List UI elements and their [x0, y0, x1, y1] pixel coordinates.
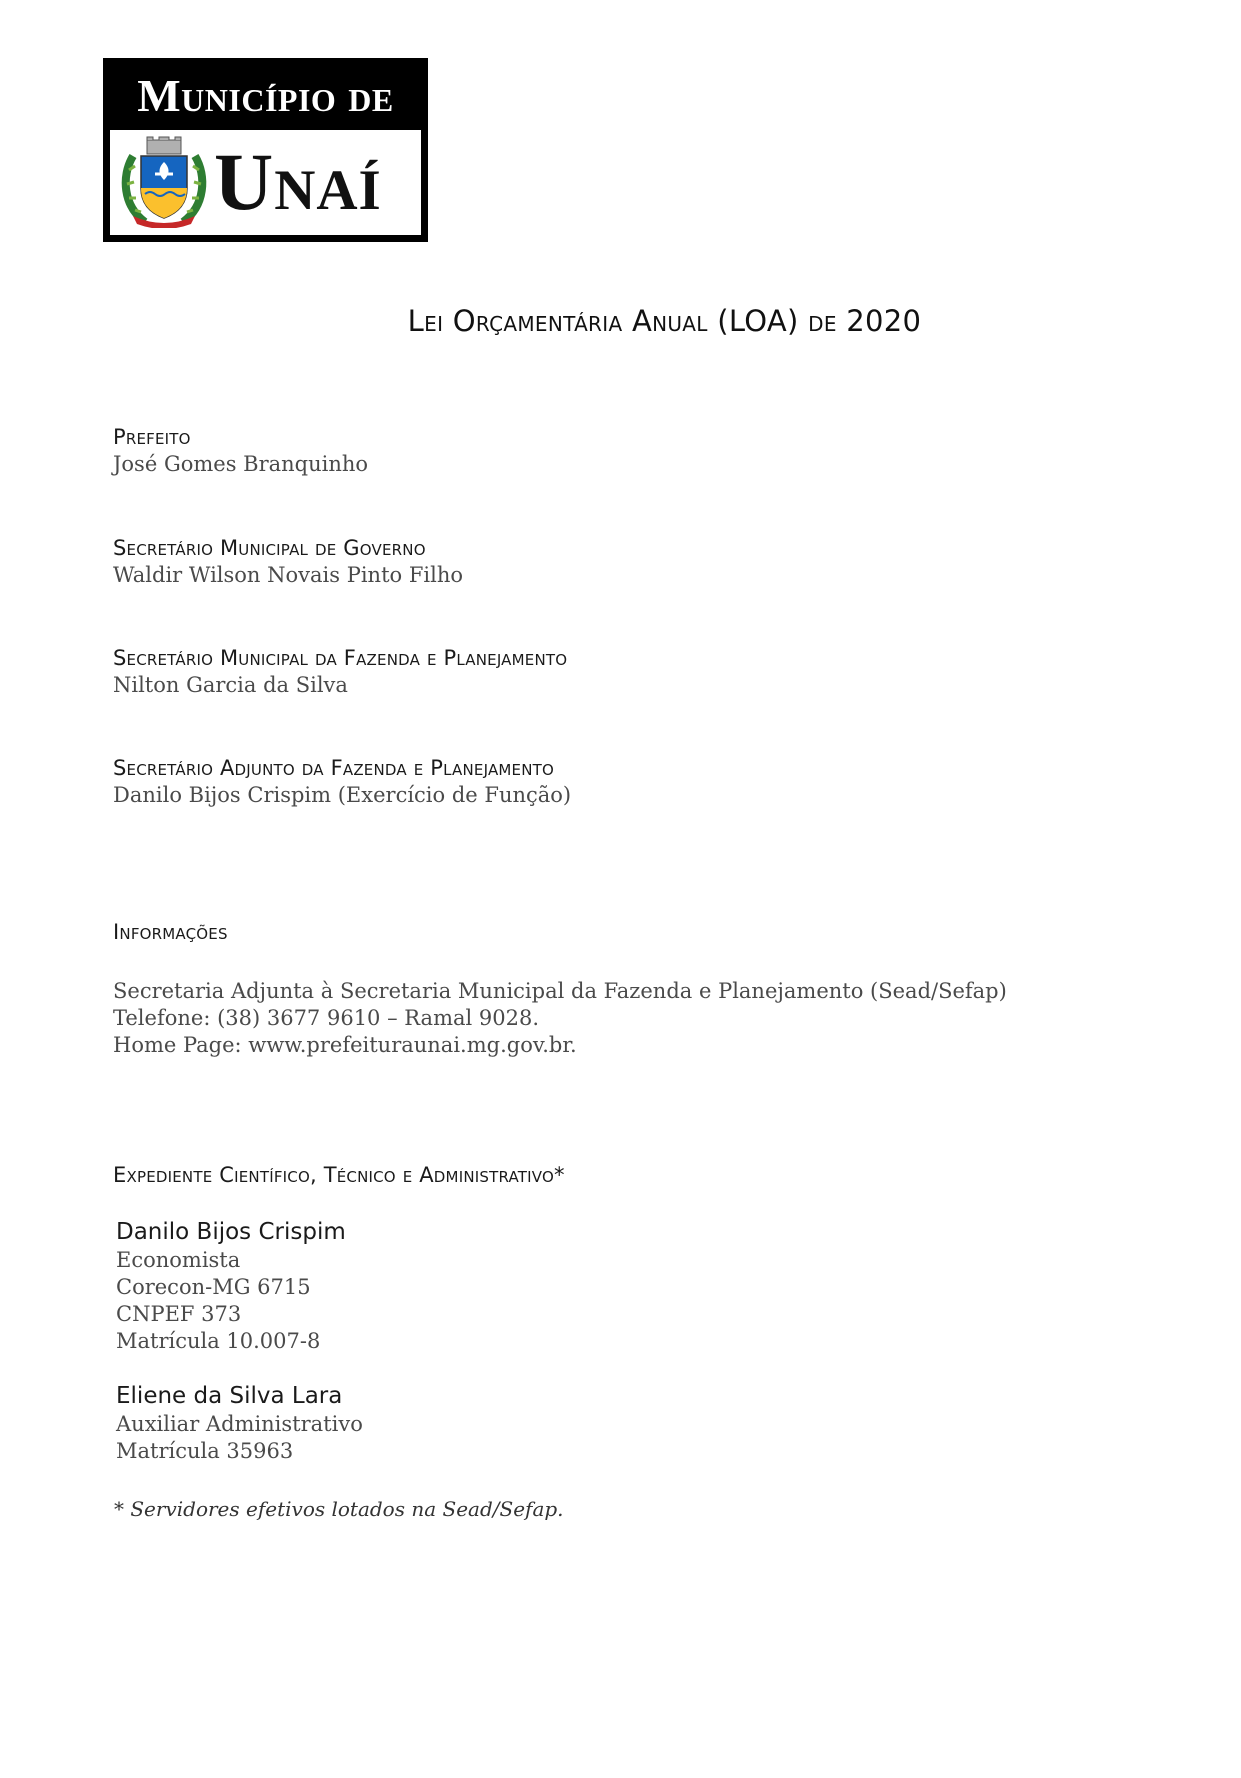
staff-footnote: * Servidores efetivos lotados na Sead/Sefap. [114, 1497, 564, 1521]
official-secretario-fazenda [113, 645, 567, 699]
staff-person-detail: Corecon-MG 6715 [116, 1275, 311, 1299]
logo-line1: Município de [137, 70, 394, 121]
logo-line2: Unaí [214, 136, 382, 227]
official-name: Danilo Bijos Crispim (Exercício de Função) [113, 783, 572, 807]
official-secretario-governo [113, 535, 463, 589]
official-role: Secretário Adjunto da Fazenda e Planejamento [113, 756, 555, 780]
official-role: Prefeito [113, 425, 191, 449]
official-role: Secretário Municipal da Fazenda e Planejamento [113, 646, 568, 670]
staff-person-name: Eliene da Silva Lara [116, 1383, 343, 1409]
official-secretario-adjunto [113, 755, 571, 809]
info-heading: Informações [113, 920, 228, 944]
info-line: Home Page: www.prefeituraunai.mg.gov.br. [113, 1033, 577, 1057]
official-name: Nilton Garcia da Silva [113, 673, 348, 697]
official-name: José Gomes Branquinho [113, 452, 369, 476]
staff-person [116, 1217, 346, 1355]
document-title: Lei Orçamentária Anual (LOA) de 2020 [407, 304, 922, 338]
official-role: Secretário Municipal de Governo [113, 536, 426, 560]
logo-lower-panel [110, 130, 421, 235]
staff-person-name: Danilo Bijos Crispim [116, 1219, 346, 1245]
staff-section [113, 1162, 565, 1189]
official-prefeito [113, 424, 368, 478]
staff-person-detail: Matrícula 35963 [116, 1439, 294, 1463]
municipality-logo [103, 58, 428, 242]
staff-person-detail: Auxiliar Administrativo [116, 1412, 363, 1436]
info-line: Telefone: (38) 3677 9610 – Ramal 9028. [113, 1006, 540, 1030]
staff-heading: Expediente Científico, Técnico e Administrativo* [113, 1163, 565, 1187]
coat-of-arms-icon [119, 136, 209, 228]
info-line: Secretaria Adjunta à Secretaria Municipal da Fazenda e Planejamento (Sead/Sefap) [113, 979, 1007, 1003]
staff-person-detail: Economista [116, 1248, 241, 1272]
staff-person [116, 1381, 363, 1465]
official-name: Waldir Wilson Novais Pinto Filho [113, 563, 464, 587]
staff-person-detail: Matrícula 10.007-8 [116, 1329, 321, 1353]
staff-person-detail: CNPEF 373 [116, 1302, 242, 1326]
info-section [113, 919, 1007, 1059]
